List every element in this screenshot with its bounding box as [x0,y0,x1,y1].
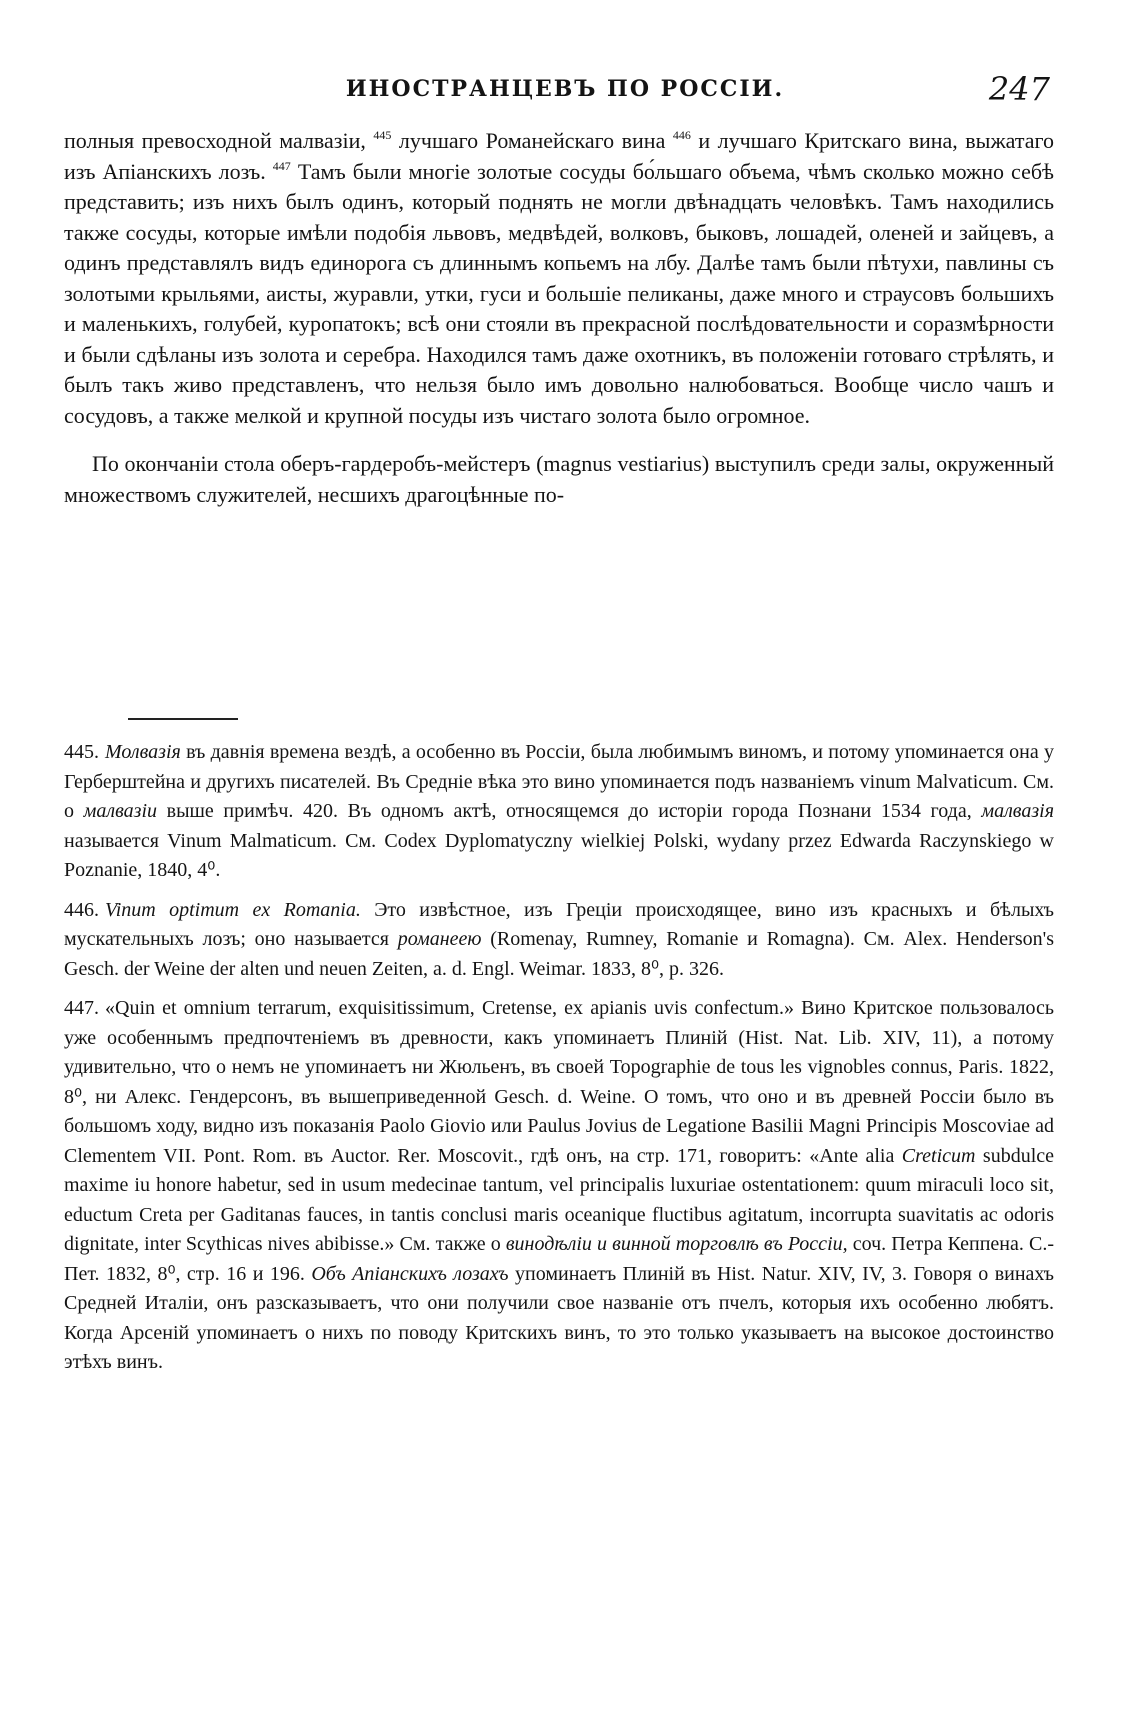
footnote-445 [64,738,1054,886]
page-header [80,70,1050,110]
footnote-text: Это извѣстное, изъ Греціи происходящее, вино изъ красныхъ и бѣлыхъ мускательныхъ лозъ; оно называется [64,898,1054,950]
paragraph-1 [64,126,1054,431]
footnote-number: 446. [64,898,99,921]
footnote-text: называется Vinum Malmaticum. См. Codex Dyplomatyczny wielkiej Polski, wydany przez Edwarda Raczynskiego w Poznanie, 1840, 4⁰. [64,829,1054,881]
paragraph-1-text-c: и лучшаго Критскаго вина, выжатаго изъ Апіанскихъ лозъ. [64,128,1054,184]
footnote-italic: малвазіи [83,800,158,822]
footnote-text: соч. Петра Кеппена. С.-Пет. 1832, 8⁰, стр. 16 и 196. [64,1233,1054,1285]
footnote-text: выше примѣч. 420. Въ одномъ актѣ, относящемся до исторіи города Познани 1534 года, [157,800,982,822]
footnote-italic: малвазія [981,800,1054,822]
footnote-text: (Romenay, Rumney, Romanie и Romagna). См. Alex. Henderson's Gesch. der Weine der alten und neuen Zeiten, a. d. Engl. Weimar. 1833, 8⁰, p. 326. [64,928,1054,980]
footnote-italic: винодѣліи и винной торговлѣ въ Россіи, [505,1233,848,1255]
footnote-italic: романеею [397,928,482,950]
page-number: 247 [988,70,1050,108]
footnote-italic: Объ Апіанскихъ лозахъ [311,1262,509,1285]
footnote-number: 445. [64,741,99,763]
paragraph-1-text-d: Тамъ были многіе золотые сосуды бо́льшаго объема, чѣмъ сколько можно себѣ представить; изъ нихъ былъ одинъ, который поднять не могли двѣнадцать человѣкъ. Тамъ находились также сосуды, которые имѣли подобія львовъ, медвѣдей, волковъ, быковъ, лошадей, оленей и зайцевъ, а одинъ представлялъ видъ единорога съ длиннымъ копьемъ на лбу. Далѣе тамъ были пѣтухи, павлины съ золотыми крыльями, аисты, журавли, утки, гуси и большіе пеликаны, даже много и страусовъ большихъ и маленькихъ, голубей, куропатокъ; всѣ они стояли въ прекрасной послѣдовательности и соразмѣрности и были сдѣланы изъ золота и серебра. Находился тамъ даже охотникъ, въ положеніи готоваго стрѣлять, и былъ такъ живо представленъ, что нельзя было имъ довольно налюбоваться. Вообще число чашъ и сосудовъ, а также мелкой и крупной посуды изъ чистаго золота было огромное. [64,158,1054,428]
footnote-number: 447. [64,997,99,1019]
footnotes [64,738,1054,1388]
footnote-text: subdulce maxime iu honore habetur, sed in usum medecinae tantum, vel principalis luxuriae ostentationem: quum miraculi loco sit, eductum Creta per Gaditanas fauces, in tantis conclusi maris oceanique fluctibus agitatum, incorrupta suavitatis ac odoris dignitate, inter Scythicas nives abibisse.» См. также о [64,1144,1054,1255]
footnote-italic: Молвазія [105,741,181,763]
paragraph-2: По окончаніи стола оберъ-гардеробъ-мейстеръ (magnus vestiarius) выступилъ среди залы, окруженный множествомъ служителей, несшихъ драгоцѣнные по- [64,451,1054,507]
main-text [64,126,1054,510]
paragraph-1-text-a: полныя превосходной малвазіи, [64,128,374,153]
footnote-ref-445: 445 [373,128,392,142]
footnote-separator [128,718,238,720]
paragraph-1-text-b: лучшаго Романейскаго вина [391,128,673,153]
footnote-ref-446: 446 [672,128,691,142]
footnote-text: упоминаетъ Плиній въ Hist. Natur. XIV, IV, 3. Говоря о винахъ Средней Италіи, онъ разсказываетъ, что они получили свое названіе отъ пчелъ, которыя ихъ особенно любятъ. Когда Арсеній упоминаетъ о нихъ по поводу Критскихъ винъ, то это только указываетъ на высокое достоинство этѣхъ винъ. [64,1262,1055,1373]
footnote-text: въ давнія времена вездѣ, а особенно въ Россіи, была любимымъ виномъ, и потому упоминается она у Герберштейна и другихъ писателей. Въ Средніе вѣка это вино упоминается подъ названіемъ vinum Malvaticum. См. о [64,741,1054,822]
footnote-ref-447: 447 [272,158,291,173]
footnote-447 [64,994,1054,1378]
footnote-italic: Creticum [901,1144,976,1167]
footnote-446 [64,896,1054,985]
footnote-text: «Quin et omnium terrarum, exquisitissimum, Cretense, ex apianis uvis confectum.» Вино Критское пользовалось уже особеннымъ предпочтеніемъ въ древности, какъ упоминаетъ Плиній (Hist. Nat. Lib. XIV, 11), а потому удивительно, что о немъ не упоминаетъ ни Жюльенъ, въ своей Topographie de tous les vignobles connus, Paris. 1822, 8⁰, ни Алекс. Гендерсонъ, въ вышеприведенной Gesch. d. Weine. О томъ, что оно и въ древней Россіи было въ большомъ ходу, видно изъ показанія Paolo Giovio или Paulus Jovius de Legatione Basilii Magni Principis Moscoviae ad Clementem VII. Pont. Rom. въ Auctor. Rer. Moscovit., гдѣ онъ, на стр. 171, говоритъ: «Ante alia [64,997,1054,1167]
footnote-italic: Vinum optimum ex Romania. [105,898,361,921]
running-title: ИНОСТРАНЦЕВЪ ПО РОССІИ. [345,76,785,102]
